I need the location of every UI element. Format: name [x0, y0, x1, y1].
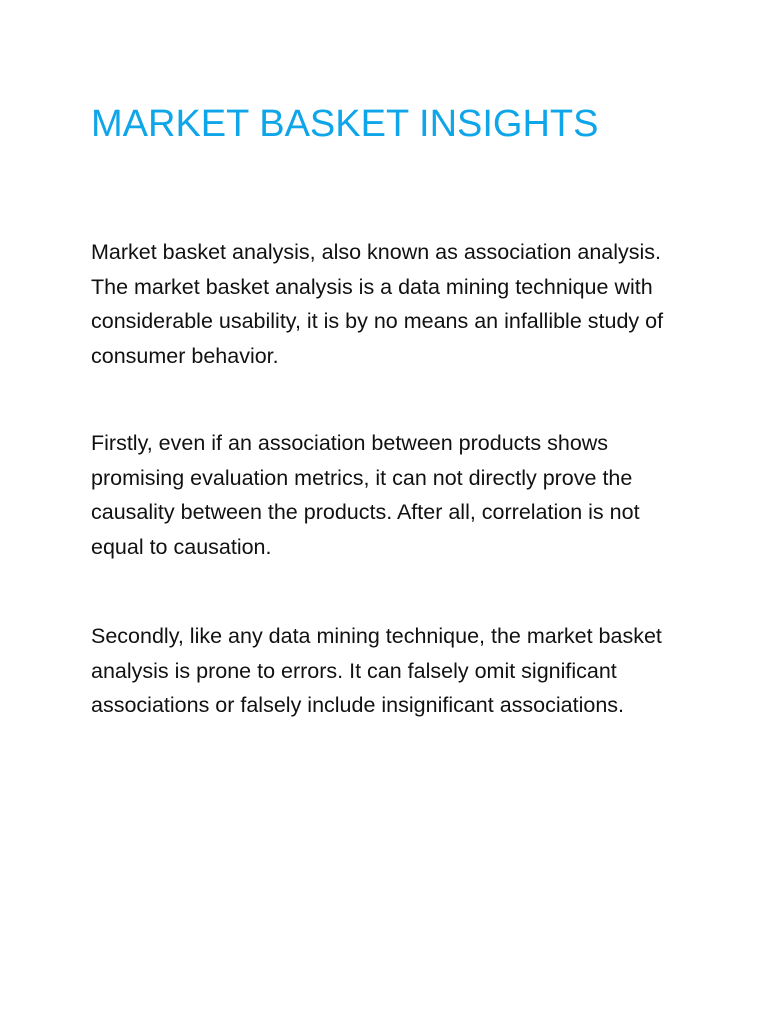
paragraph-causality: Firstly, even if an association between products shows promising evaluation metrics, it can not directly prove the causality between the products. After all, correlation is not equal to causation. [91, 431, 640, 559]
page-title: MARKET BASKET INSIGHTS [91, 103, 599, 145]
paragraph-definition: Market basket analysis, also known as association analysis. The market basket analysis is a data mining technique with considerable usability, it is by no means an infallible study of consumer behavior. [91, 240, 664, 368]
paragraph-errors: Secondly, like any data mining technique, the market basket analysis is prone to errors. It can falsely omit significant associations or falsely include insignificant associations. [91, 624, 662, 717]
